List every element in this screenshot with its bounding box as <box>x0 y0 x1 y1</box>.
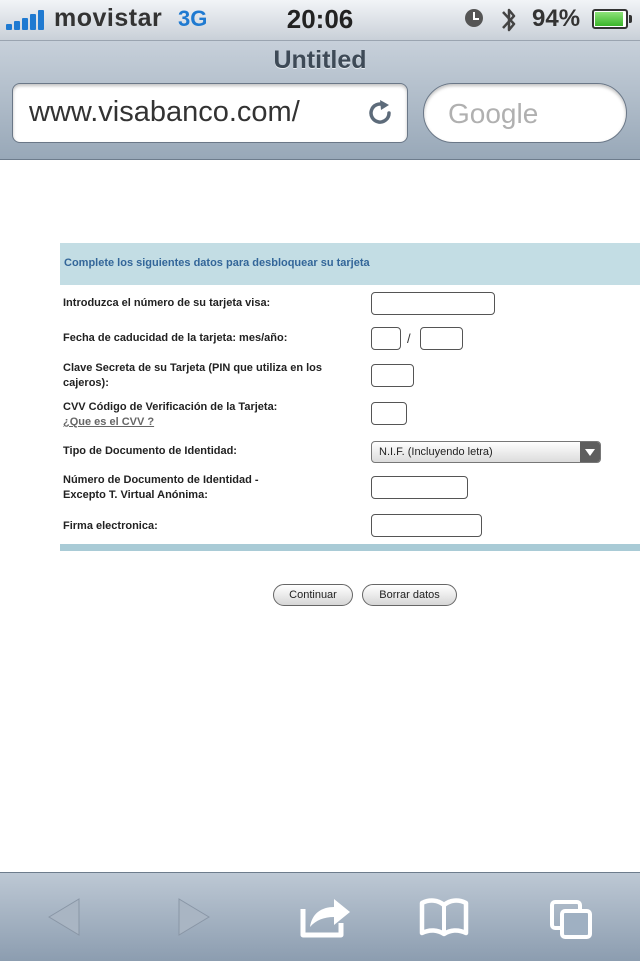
search-field[interactable] <box>423 83 627 143</box>
battery-icon <box>592 9 628 29</box>
share-icon[interactable] <box>286 873 366 961</box>
bottom-toolbar <box>0 872 640 961</box>
battery-percent: 94% <box>532 5 581 32</box>
expiry-month-input[interactable] <box>371 327 401 350</box>
continue-button[interactable]: Continuar <box>273 584 353 606</box>
e-signature-label: Firma electronica: <box>63 520 158 532</box>
cvv-label-text: CVV Código de Verificación de la Tarjeta: <box>63 401 278 413</box>
url-field[interactable] <box>12 83 408 143</box>
pages-icon[interactable] <box>531 873 611 961</box>
network-type: 3G <box>178 6 208 31</box>
e-signature-input[interactable] <box>371 514 482 537</box>
cvv-label <box>63 400 363 430</box>
carrier-name: movistar <box>54 4 163 32</box>
status-clock: 20:06 <box>286 4 354 34</box>
forward-arrow-icon[interactable] <box>153 873 233 961</box>
cvv-input[interactable] <box>371 402 407 425</box>
page-title: Untitled <box>273 46 367 74</box>
expiry-date-label: Fecha de caducidad de la tarjeta: mes/año: <box>63 332 288 344</box>
clear-data-button[interactable]: Borrar datos <box>362 584 457 606</box>
document-number-input[interactable] <box>371 476 468 499</box>
card-number-input[interactable] <box>371 292 495 315</box>
chevron-down-icon <box>580 442 600 462</box>
alarm-clock-icon <box>465 9 483 27</box>
unlock-card-form <box>60 243 640 532</box>
document-type-select[interactable] <box>371 441 601 463</box>
bluetooth-icon <box>498 2 520 38</box>
card-number-label: Introduzca el número de su tarjeta visa: <box>63 297 271 309</box>
expiry-year-input[interactable] <box>420 327 463 350</box>
battery-level-fill <box>595 12 623 26</box>
browser-toolbar <box>0 41 640 160</box>
reload-icon[interactable] <box>365 98 395 128</box>
document-type-value: N.I.F. (Incluyendo letra) <box>379 446 493 458</box>
search-placeholder: Google <box>448 98 539 129</box>
form-header: Complete los siguientes datos para desbloquear su tarjeta <box>60 243 640 285</box>
expiry-separator: / <box>407 331 411 346</box>
pin-label: Clave Secreta de su Tarjeta (PIN que utiliza en los cajeros): <box>63 362 322 389</box>
document-number-label: Número de Documento de Identidad - Excepto T. Virtual Anónima: <box>63 474 259 501</box>
status-bar <box>0 0 640 41</box>
form-footer-bar <box>60 544 640 551</box>
back-arrow-icon[interactable] <box>25 873 105 961</box>
bookmarks-icon[interactable] <box>404 873 484 961</box>
cvv-help-link[interactable]: ¿Que es el CVV ? <box>63 416 155 428</box>
url-text: www.visabanco.com/ <box>29 96 300 128</box>
document-type-label: Tipo de Documento de Identidad: <box>63 445 237 457</box>
pin-input[interactable] <box>371 364 414 387</box>
